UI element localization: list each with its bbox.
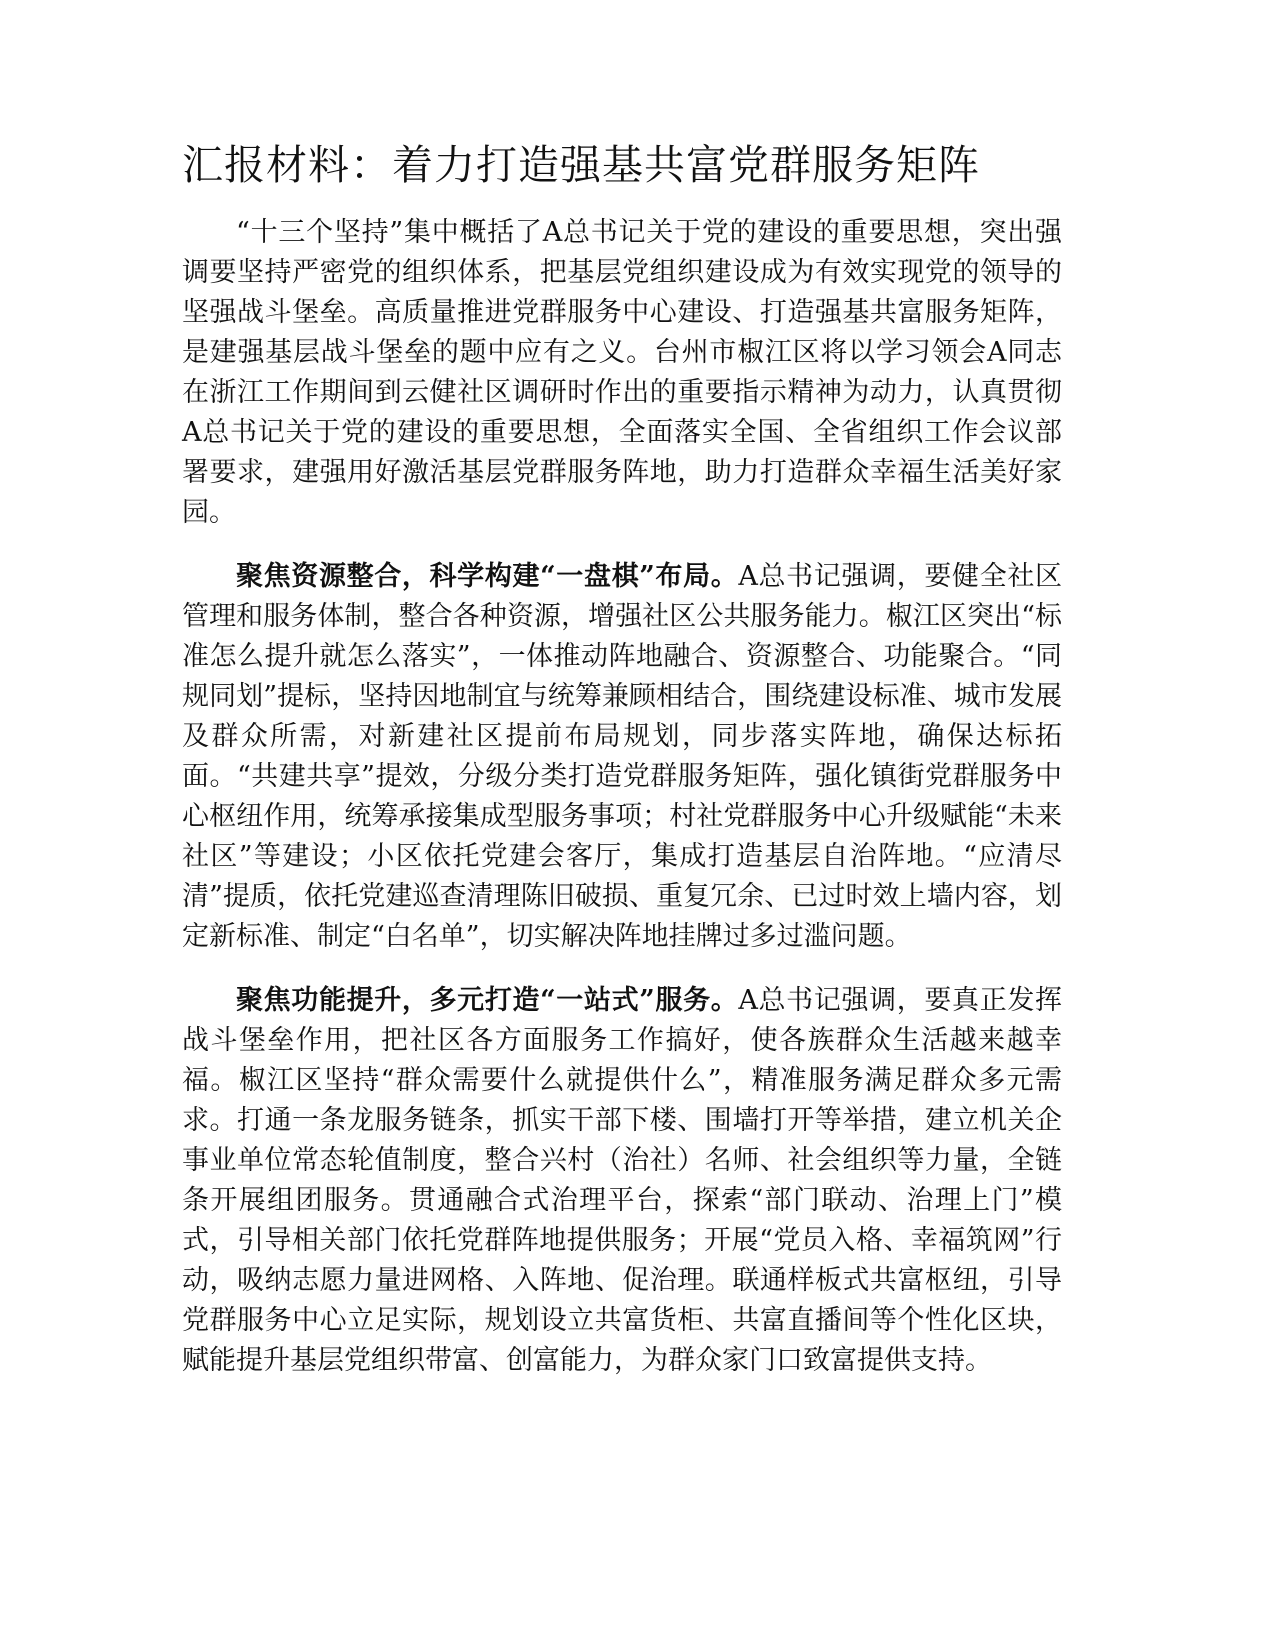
paragraph-lead-heading: 聚焦功能提升，多元打造“一站式”服务。	[236, 985, 739, 1017]
paragraph-body: A总书记强调，要真正发挥战斗堡垒作用，把社区各方面服务工作搞好，使各族群众生活越来越幸福。椒江区坚持“群众需要什么就提供什么”，精准服务满足群众多元需求。打通一条龙服务链条，抓实干部下楼、围墙打开等举措，建立机关企事业单位常态轮值制度，整合兴村（治社）名师、社会组织等力量，全链条开展组团服务。贯通融合式治理平台，探索“部门联动、治理上门”模式，引导相关部门依托党群阵地提供服务；开展“党员入格、幸福筑网”行动，吸纳志愿力量进网格、入阵地、促治理。联通样板式共富枢纽，引导党群服务中心立足实际，规划设立共富货柜、共富直播间等个性化区块，赋能提升基层党组织带富、创富能力，为群众家门口致富提供支持。	[182, 985, 1063, 1377]
paragraph-body: A总书记强调，要健全社区管理和服务体制，整合各种资源，增强社区公共服务能力。椒江区突出“标准怎么提升就怎么落实”，一体推动阵地融合、资源整合、功能聚合。“同规同划”提标，坚持因地制宜与统筹兼顾相结合，围绕建设标准、城市发展及群众所需，对新建社区提前布局规划，同步落实阵地，确保达标拓面。“共建共享”提效，分级分类打造党群服务矩阵，强化镇街党群服务中心枢纽作用，统筹承接集成型服务事项；村社党群服务中心升级赋能“未来社区”等建设；小区依托党建会客厅，集成打造基层自治阵地。“应清尽清”提质，依托党建巡查清理陈旧破损、重复冗余、已过时效上墙内容，划定新标准、制定“白名单”，切实解决阵地挂牌过多过滥问题。	[182, 561, 1063, 953]
paragraph-function-upgrade	[182, 981, 1062, 1381]
paragraph-resource-integration	[182, 557, 1062, 957]
document-title: 汇报材料：着力打造强基共富党群服务矩阵	[182, 141, 980, 189]
paragraph-lead-heading: 聚焦资源整合，科学构建“一盘棋”布局。	[236, 561, 739, 593]
paragraph-intro	[182, 213, 1062, 533]
paragraph-body: “十三个坚持”集中概括了A总书记关于党的建设的重要思想，突出强调要坚持严密党的组织体系，把基层党组织建设成为有效实现党的领导的坚强战斗堡垒。高质量推进党群服务中心建设、打造强基共富服务矩阵，是建强基层战斗堡垒的题中应有之义。台州市椒江区将以学习领会A同志在浙江工作期间到云健社区调研时作出的重要指示精神为动力，认真贯彻A总书记关于党的建设的重要思想，全面落实全国、全省组织工作会议部署要求，建强用好激活基层党群服务阵地，助力打造群众幸福生活美好家园。	[182, 217, 1062, 529]
document-page	[182, 140, 1062, 1405]
